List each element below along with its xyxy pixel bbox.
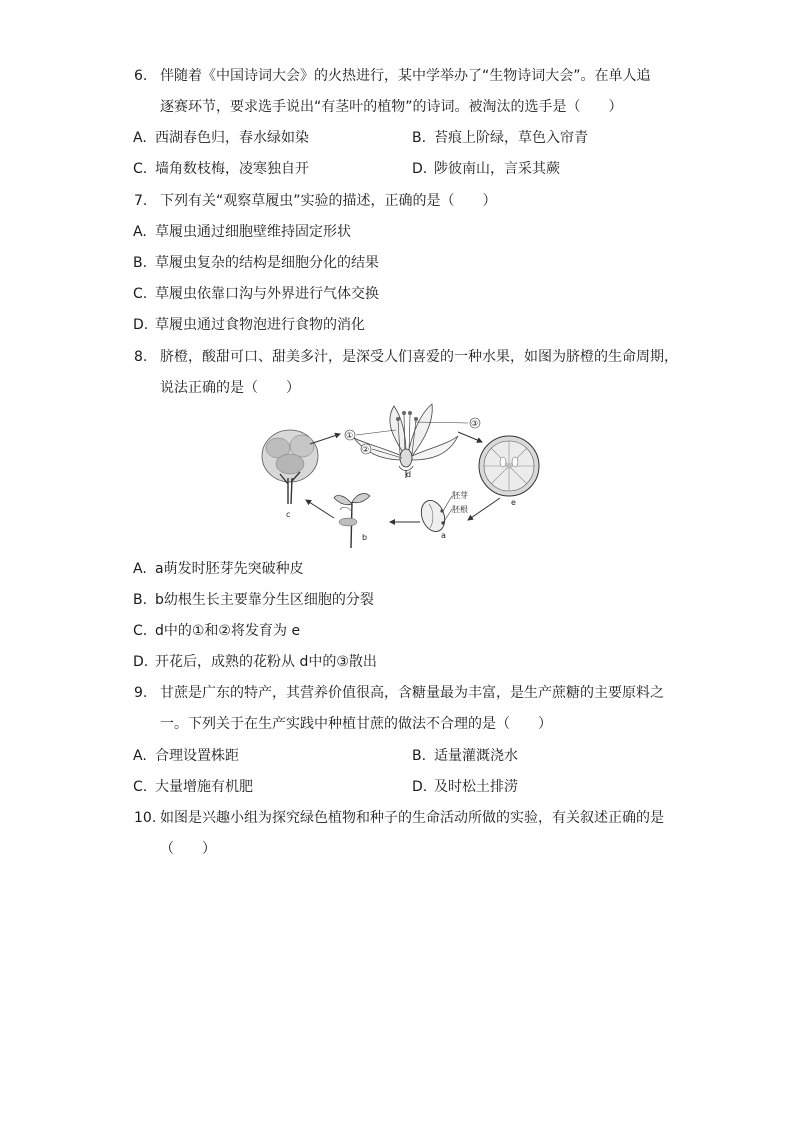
question-10-line-1: 如图是兴趣小组为探究绿色植物和种子的生命活动所做的实验，有关叙述正确的是	[160, 810, 664, 826]
fruit-e-illustration	[479, 436, 539, 496]
question-6-option-d	[412, 159, 560, 179]
question-6-option-c	[133, 159, 309, 179]
option-label: C.	[133, 161, 148, 177]
question-7-option-a	[133, 222, 351, 242]
option-label: B.	[133, 592, 148, 608]
option-label: A.	[133, 561, 147, 577]
option-label: C.	[133, 623, 148, 639]
label-circle-1: ①	[346, 431, 354, 440]
option-label: C.	[133, 779, 148, 795]
option-label: D.	[412, 161, 428, 177]
arrow-fruit-to-seed	[468, 498, 500, 520]
label-embryo-root: 胚根	[452, 505, 468, 514]
label-b: b	[362, 533, 368, 542]
label-e: e	[511, 498, 516, 507]
question-10-line-2: （ ）	[160, 841, 216, 857]
question-9-option-d	[412, 777, 518, 797]
question-10-number: 10.	[134, 810, 157, 826]
question-9-option-b	[412, 746, 518, 766]
arrow-flower-to-fruit	[458, 432, 482, 442]
option-label: B.	[133, 255, 148, 271]
question-7-line-1: 下列有关“观察草履虫”实验的描述，正确的是（ ）	[160, 193, 497, 209]
question-9-option-a	[133, 746, 239, 766]
question-6-line-2: 逐赛环节，要求选手说出“有茎叶的植物”的诗词。被淘汰的选手是（ ）	[160, 99, 623, 115]
option-label: A.	[133, 748, 147, 764]
option-label: A.	[133, 224, 147, 240]
arrow-tree-to-flower	[310, 434, 340, 444]
option-text: d中的①和②将发育为 e	[155, 623, 301, 639]
question-9-option-c	[133, 777, 253, 797]
label-circle-3: ③	[471, 419, 479, 428]
orange-life-cycle-diagram	[244, 398, 544, 550]
option-label: B.	[412, 748, 427, 764]
option-text: b幼根生长主要靠分生区细胞的分裂	[155, 592, 374, 608]
option-text: 适量灌溉浇水	[434, 748, 518, 764]
option-text: 苔痕上阶绿，草色入帘青	[434, 130, 588, 146]
option-text: 草履虫通过食物泡进行食物的消化	[155, 317, 365, 333]
label-circle-2: ②	[362, 445, 370, 454]
question-9-line-1: 甘蔗是广东的特产，其营养价值很高，含糖量最为丰富，是生产蔗糖的主要原料之	[160, 685, 664, 701]
option-text: 草履虫通过细胞壁维持固定形状	[155, 224, 351, 240]
tree-c-illustration	[262, 430, 318, 504]
option-text: 陟彼南山，言采其蕨	[434, 161, 560, 177]
seed-a-illustration	[417, 497, 449, 535]
question-8-option-a	[133, 559, 304, 579]
option-text: 及时松土排涝	[434, 779, 518, 795]
option-label: D.	[412, 779, 428, 795]
question-6-option-a	[133, 128, 309, 148]
option-text: 墙角数枝梅，凌寒独自开	[155, 161, 309, 177]
question-6-option-b	[412, 128, 588, 148]
option-text: 合理设置株距	[155, 748, 239, 764]
arrow-seedling-to-tree	[306, 500, 334, 518]
question-8-option-b	[133, 590, 374, 610]
question-8-number: 8.	[134, 349, 148, 365]
label-c: c	[286, 510, 291, 519]
question-6-number: 6.	[134, 68, 148, 84]
label-d: d	[406, 470, 412, 479]
question-7-option-d	[133, 315, 365, 335]
question-7-number: 7.	[134, 193, 148, 209]
flower-d-illustration	[354, 404, 458, 478]
label-a: a	[441, 531, 446, 540]
option-text: 开花后，成熟的花粉从 d中的③散出	[155, 654, 377, 670]
option-label: D.	[133, 317, 149, 333]
question-9-number: 9.	[134, 685, 148, 701]
question-7-option-c	[133, 284, 379, 304]
question-8-line-1: 脐橙，酸甜可口、甜美多汁，是深受人们喜爱的一种水果，如图为脐橙的生命周期，	[160, 349, 678, 365]
option-label: B.	[412, 130, 427, 146]
question-6-line-1: 伴随着《中国诗词大会》的火热进行，某中学举办了“生物诗词大会”。在单人追	[160, 68, 651, 84]
question-7-option-b	[133, 253, 379, 273]
option-label: D.	[133, 654, 149, 670]
option-text: 草履虫复杂的结构是细胞分化的结果	[155, 255, 379, 271]
option-text: 大量增施有机肥	[155, 779, 253, 795]
option-text: 西湖春色归，春水绿如染	[155, 130, 309, 146]
label-embryo-bud: 胚芽	[452, 491, 468, 500]
option-text: a萌发时胚芽先突破种皮	[155, 561, 304, 577]
question-9-line-2: 一。下列关于在生产实践中种植甘蔗的做法不合理的是（ ）	[160, 716, 552, 732]
option-text: 草履虫依靠口沟与外界进行气体交换	[155, 286, 379, 302]
option-label: A.	[133, 130, 147, 146]
option-label: C.	[133, 286, 148, 302]
question-8-option-d	[133, 652, 377, 672]
question-8-option-c	[133, 621, 300, 641]
question-8-line-2: 说法正确的是（ ）	[160, 380, 300, 396]
